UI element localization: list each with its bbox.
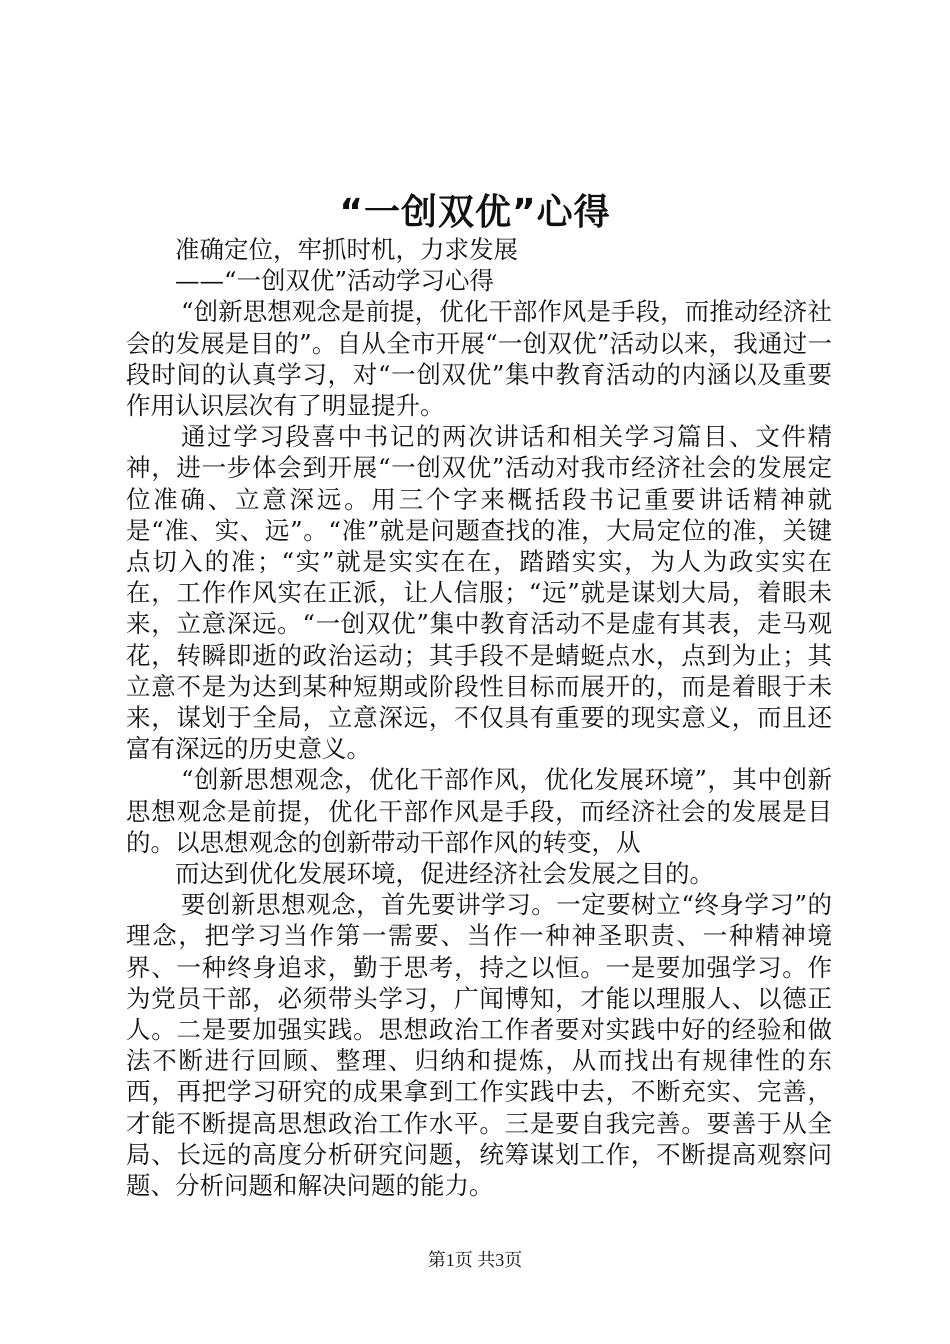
paragraph-4: 而达到优化发展环境，促进经济社会发展之目的。 <box>175 859 714 889</box>
paragraph-1: “创新思想观念是前提，优化干部作风是手段，而推动经济社会的发展是目的”。自从全市开展“一创双优”活动以来，我通过一段时间的认真学习，对“一创双优”集中教育活动的内涵以及重要作用认识层次有了明显提升。 <box>126 297 832 421</box>
document-title: “一创双优”心得 <box>339 192 611 233</box>
paragraph-5: 要创新思想观念，首先要讲学习。一定要树立“终身学习”的理念，把学习当作第一需要、当作一种神圣职责、一种精神境界、一种终身追求，勤于思考，持之以恒。一是要加强学习。作为党员干部，必须带头学习，广闻博知，才能以理服人、以德正人。二是要加强实践。思想政治工作者要对实践中好的经验和做法不断进行回顾、整理、归纳和提炼，从而找出有规律性的东西，再把学习研究的成果拿到工作实践中去，不断充实、完善，才能不断提高思想政治工作水平。三是要自我完善。要善于从全局、长远的高度分析研究问题，统筹谋划工作，不断提高观察问题、分析问题和解决问题的能力。 <box>126 890 832 1201</box>
page-footer: 第1页 共3页 <box>427 1250 523 1270</box>
paragraph-3: “创新思想观念，优化干部作风，优化发展环境”，其中创新思想观念是前提，优化干部作风是手段，而经济社会的发展是目的。以思想观念的创新带动干部作风的转变，从 <box>126 765 832 857</box>
subtitle-line-1: 准确定位，牢抓时机，力求发展 <box>175 235 518 264</box>
document-body <box>126 234 832 1201</box>
subtitle-line-2: ——“一创双优”活动学习心得 <box>175 266 495 296</box>
paragraph-2: 通过学习段喜中书记的两次讲话和相关学习篇目、文件精神，进一步体会到开展“一创双优”活动对我市经济社会的发展定位准确、立意深远。用三个字来概括段书记重要讲话精神就是“准、实、远”。“准”就是问题查找的准，大局定位的准，关键点切入的准；“实”就是实实在在，踏踏实实，为人为政实实在在，工作作风实在正派，让人信服；“远”就是谋划大局，着眼未来，立意深远。“一创双优”集中教育活动不是虚有其表，走马观花，转瞬即逝的政治运动；其手段不是蜻蜓点水，点到为止；其立意不是为达到某种短期或阶段性目标而展开的，而是着眼于未来，谋划于全局，立意深远，不仅具有重要的现实意义，而且还富有深远的历史意义。 <box>126 422 832 764</box>
